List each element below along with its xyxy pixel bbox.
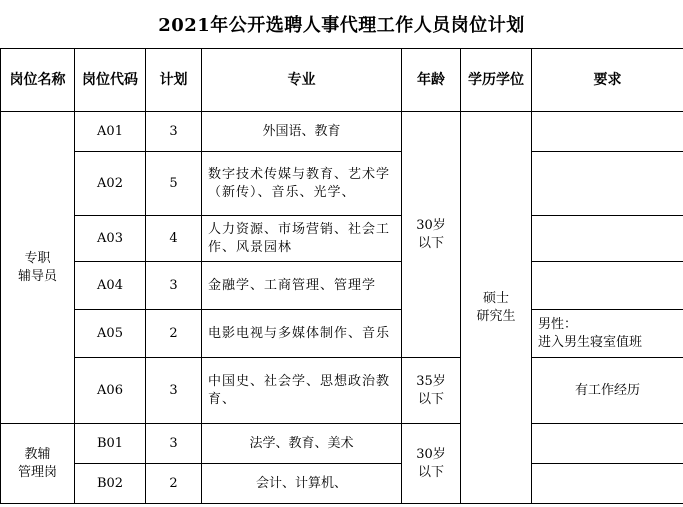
table-row [1, 310, 683, 358]
table-row [1, 152, 683, 216]
post-plan-table [0, 48, 683, 504]
post-code: A02 [75, 152, 146, 216]
requirement-cell [532, 216, 683, 262]
post-code: A01 [75, 112, 146, 152]
plan-count: 2 [146, 464, 202, 504]
plan-count: 2 [146, 310, 202, 358]
major-cell: 金融学、工商管理、管理学 [202, 262, 402, 310]
requirement-cell [532, 464, 683, 504]
plan-count: 3 [146, 358, 202, 424]
requirement-cell: 有工作经历 [532, 358, 683, 424]
header-requirement: 要求 [532, 49, 683, 112]
header-post-name: 岗位名称 [1, 49, 75, 112]
major-cell: 中国史、社会学、思想政治教育、 [202, 358, 402, 424]
major-cell: 外国语、教育 [202, 112, 402, 152]
age-cell: 30岁 以下 [402, 424, 461, 504]
table-row [1, 112, 683, 152]
requirement-cell: 男性： 进入男生寝室值班 [532, 310, 683, 358]
post-code: B01 [75, 424, 146, 464]
post-code: A03 [75, 216, 146, 262]
major-cell: 会计、计算机、 [202, 464, 402, 504]
table-row [1, 216, 683, 262]
table-row [1, 358, 683, 424]
header-post-code: 岗位代码 [75, 49, 146, 112]
degree-cell: 硕士 研究生 [461, 112, 532, 504]
table-header-row [1, 49, 683, 112]
major-cell: 人力资源、市场营销、社会工作、风景园林 [202, 216, 402, 262]
table-row [1, 424, 683, 464]
requirement-cell [532, 424, 683, 464]
plan-count: 3 [146, 112, 202, 152]
group-teaching-admin: 教辅 管理岗 [1, 424, 75, 504]
age-cell: 35岁 以下 [402, 358, 461, 424]
post-code: A06 [75, 358, 146, 424]
plan-count: 4 [146, 216, 202, 262]
major-cell: 数字技术传媒与教育、艺术学（新传）、音乐、光学、 [202, 152, 402, 216]
post-code: B02 [75, 464, 146, 504]
table-row [1, 464, 683, 504]
group-counselor: 专职 辅导员 [1, 112, 75, 424]
requirement-cell [532, 152, 683, 216]
age-cell: 30岁 以下 [402, 112, 461, 358]
header-degree: 学历学位 [461, 49, 532, 112]
requirement-cell [532, 112, 683, 152]
header-plan: 计划 [146, 49, 202, 112]
table-row [1, 262, 683, 310]
post-code: A05 [75, 310, 146, 358]
header-major: 专业 [202, 49, 402, 112]
header-age: 年龄 [402, 49, 461, 112]
plan-count: 3 [146, 424, 202, 464]
page-title: 2021年公开选聘人事代理工作人员岗位计划 [158, 15, 525, 36]
major-cell: 电影电视与多媒体制作、音乐 [202, 310, 402, 358]
plan-count: 5 [146, 152, 202, 216]
major-cell: 法学、教育、美术 [202, 424, 402, 464]
plan-count: 3 [146, 262, 202, 310]
requirement-cell [532, 262, 683, 310]
post-code: A04 [75, 262, 146, 310]
